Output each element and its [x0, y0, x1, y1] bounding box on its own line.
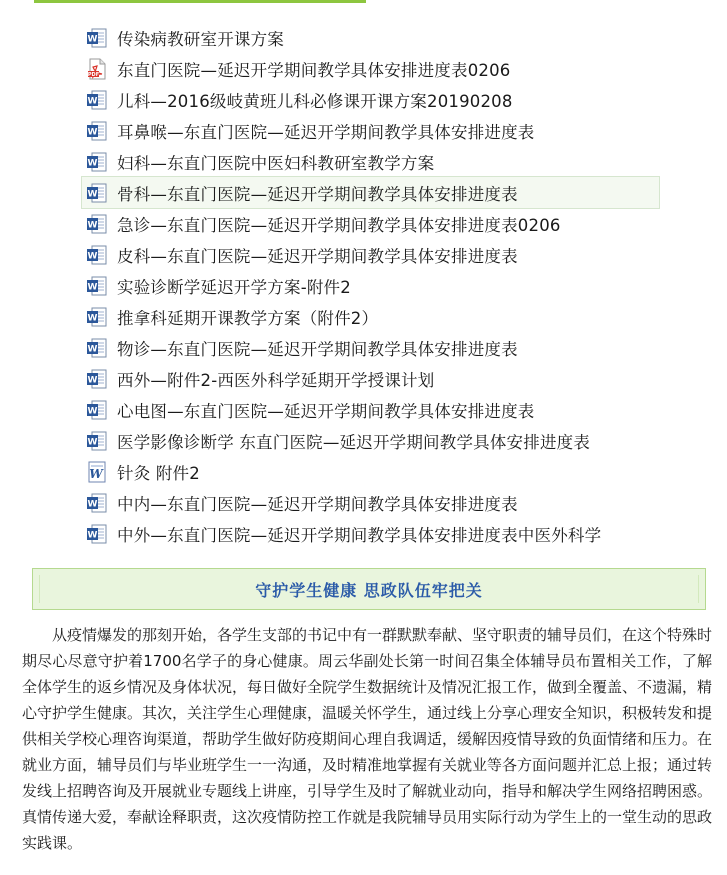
word-icon	[86, 275, 107, 297]
svg-text:W: W	[89, 466, 103, 481]
pdf-icon	[86, 58, 107, 80]
file-link[interactable]	[86, 456, 686, 487]
word-icon	[86, 523, 107, 545]
svg-text:W: W	[87, 437, 98, 447]
word-icon	[86, 368, 107, 390]
word-icon	[86, 213, 107, 235]
top-divider	[34, 0, 366, 3]
word-icon	[86, 430, 107, 452]
file-link[interactable]	[86, 518, 686, 549]
svg-text:W: W	[87, 499, 98, 509]
svg-text:W: W	[87, 375, 98, 385]
file-link[interactable]	[86, 115, 686, 146]
file-name: 传染病教研室开课方案	[117, 29, 284, 49]
file-name: 东直门医院—延迟开学期间教学具体安排进度表0206	[117, 60, 511, 80]
file-link-hovered[interactable]	[82, 177, 659, 208]
word-icon	[86, 151, 107, 173]
svg-text:W: W	[87, 127, 98, 137]
svg-text:W: W	[87, 313, 98, 323]
file-link[interactable]	[86, 487, 686, 518]
file-name: 皮科—东直门医院—延迟开学期间教学具体安排进度表	[117, 246, 518, 266]
section-banner	[32, 568, 706, 610]
file-link[interactable]	[86, 22, 686, 53]
svg-text:W: W	[87, 220, 98, 230]
svg-text:W: W	[87, 96, 98, 106]
file-link[interactable]	[86, 301, 686, 332]
word-icon	[86, 89, 107, 111]
svg-text:W: W	[87, 406, 98, 416]
svg-text:W: W	[87, 344, 98, 354]
word-icon	[86, 120, 107, 142]
file-name: 儿科—2016级岐黄班儿科必修课开课方案20190208	[117, 91, 513, 111]
word-icon	[86, 337, 107, 359]
file-link[interactable]	[86, 239, 686, 270]
svg-text:W: W	[87, 189, 98, 199]
word-icon	[86, 306, 107, 328]
section-title: 守护学生健康 思政队伍牢把关	[255, 580, 483, 600]
file-name: 心电图—东直门医院—延迟开学期间教学具体安排进度表	[117, 401, 535, 421]
word-icon	[86, 399, 107, 421]
file-link[interactable]	[86, 394, 686, 425]
file-name: 急诊—东直门医院—延迟开学期间教学具体安排进度表0206	[117, 215, 561, 235]
file-name: 西外—附件2-西医外科学延期开学授课计划	[117, 370, 435, 390]
file-name: 中外—东直门医院—延迟开学期间教学具体安排进度表中医外科学	[117, 525, 602, 545]
svg-text:W: W	[87, 34, 98, 44]
file-link[interactable]	[86, 363, 686, 394]
attachment-list	[86, 22, 686, 549]
file-name: 中内—东直门医院—延迟开学期间教学具体安排进度表	[117, 494, 518, 514]
file-name: 妇科—东直门医院中医妇科教研室教学方案	[117, 153, 435, 173]
file-link[interactable]	[86, 84, 686, 115]
svg-text:W: W	[87, 158, 98, 168]
file-link[interactable]	[86, 332, 686, 363]
word-icon	[86, 182, 107, 204]
file-link[interactable]	[86, 270, 686, 301]
svg-text:W: W	[87, 251, 98, 261]
file-name: 耳鼻喉—东直门医院—延迟开学期间教学具体安排进度表	[117, 122, 535, 142]
file-name: 推拿科延期开课教学方案（附件2）	[117, 308, 379, 328]
word-icon	[86, 492, 107, 514]
file-link[interactable]	[86, 208, 686, 239]
svg-text:W: W	[87, 530, 98, 540]
word-icon	[86, 27, 107, 49]
word-icon	[86, 244, 107, 266]
article-paragraph: 从疫情爆发的那刻开始，各学生支部的书记中有一群默默奉献、坚守职责的辅导员们，在这个特殊时期尽心尽意守护着1700名学子的身心健康。周云华副处长第一时间召集全体辅导员布置相关工作，了解全体学生的返乡情况及身体状况，每日做好全院学生数据统计及情况汇报工作，做到全覆盖、不遗漏，精心守护学生健康。其次，关注学生心理健康，温暖关怀学生，通过线上分享心理安全知识，积极转发和提供相关学校心理咨询渠道，帮助学生做好防疫期间心理自我调适，缓解因疫情导致的负面情绪和压力。在就业方面，辅导员们与毕业班学生一一沟通，及时精准地掌握有关就业等各方面问题并汇总上报；通过转发线上招聘咨询及开展就业专题线上讲座，引导学生及时了解就业动向，指导和解决学生网络招聘困惑。真情传递大爱，奉献诠释职责，这次疫情防控工作就是我院辅导员用实际行动为学生上的一堂生动的思政实践课。	[22, 626, 713, 852]
file-name: 骨科—东直门医院—延迟开学期间教学具体安排进度表	[117, 184, 518, 204]
file-link[interactable]	[86, 146, 686, 177]
file-name: 针灸 附件2	[117, 463, 200, 483]
word-old-icon	[86, 461, 107, 483]
file-name: 医学影像诊断学 东直门医院—延迟开学期间教学具体安排进度表	[117, 432, 591, 452]
file-name: 实验诊断学延迟开学方案-附件2	[117, 277, 351, 297]
svg-text:W: W	[87, 282, 98, 292]
file-name: 物诊—东直门医院—延迟开学期间教学具体安排进度表	[117, 339, 518, 359]
file-link[interactable]	[86, 53, 686, 84]
file-link[interactable]	[86, 425, 686, 456]
svg-text:PDF: PDF	[87, 71, 100, 78]
